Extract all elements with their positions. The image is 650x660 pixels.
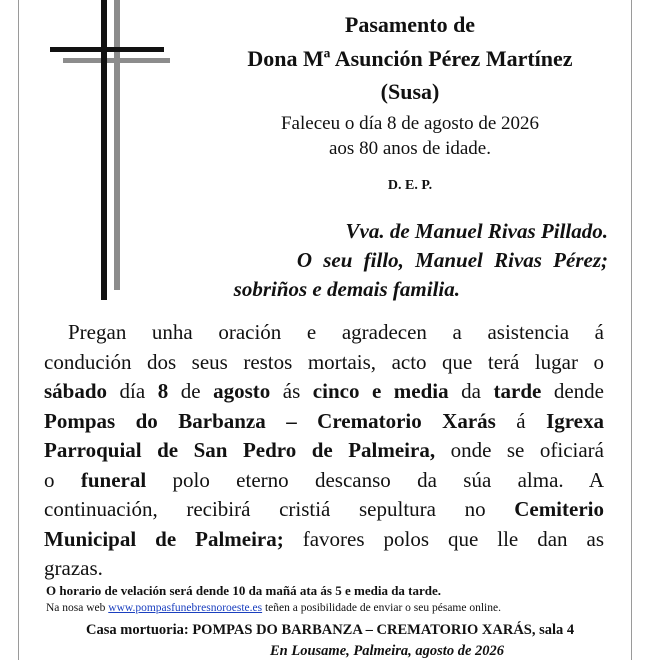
- cross-gray-horizontal: [63, 58, 170, 63]
- body-line: grazas.: [44, 556, 103, 580]
- deceased-name: Dona Mª Asunción Pérez Martínez: [247, 46, 573, 71]
- body-line: Pregan unha oración e agradecen a asistencia á: [68, 320, 604, 344]
- body-line: Parroquial de San Pedro de Palmeira, onde se oficiará: [44, 438, 604, 462]
- age-line: aos 80 anos de idade.: [329, 138, 491, 159]
- body-line: Municipal de Palmeira; favores polos que lle dan as: [44, 526, 604, 551]
- body-line: sábado día 8 de agosto ás cinco e media da tarde dende: [44, 379, 604, 403]
- mortuary-info: Casa mortuoria: POMPAS DO BARBANZA – CREMATORIO XARÁS, sala 4: [86, 622, 575, 638]
- body-line: Pompas do Barbanza – Crematorio Xarás á Igrexa: [44, 408, 604, 433]
- website-link[interactable]: www.pompasfunebresnoroeste.es: [108, 602, 263, 614]
- cross-black-vertical: [101, 0, 107, 300]
- condolence-note: Na nosa web www.pompasfunebresnoroeste.es teñen a posibilidade de enviar o seu pésame online.: [46, 602, 501, 614]
- cross-black-horizontal: [50, 47, 164, 52]
- body-line: condución dos seus restos mortais, acto que terá lugar o: [44, 349, 604, 374]
- death-date-line: Faleceu o día 8 de agosto de 2026: [280, 113, 539, 134]
- body-line: continuación, recibirá cristiá sepultura no Cemiterio: [44, 497, 604, 521]
- family-line-relatives: sobriños e demais familia.: [233, 277, 460, 301]
- notice-title: Pasamento de: [344, 12, 476, 37]
- family-line-son: O seu fillo, Manuel Rivas Pérez;: [296, 248, 608, 272]
- cross-gray-vertical: [114, 0, 120, 290]
- viewing-hours: O horario de velación será dende 10 da mañá ata ás 5 e media da tarde.: [46, 583, 442, 598]
- place-date-line: En Lousame, Palmeira, agosto de 2026: [270, 643, 505, 659]
- body-line: o funeral polo eterno descanso da súa alma. A: [44, 467, 605, 492]
- family-line-widow: Vva. de Manuel Rivas Pillado.: [345, 219, 608, 243]
- deceased-nickname: (Susa): [380, 79, 440, 104]
- ceremony-text: [44, 318, 604, 584]
- dep-label: D. E. P.: [387, 178, 433, 193]
